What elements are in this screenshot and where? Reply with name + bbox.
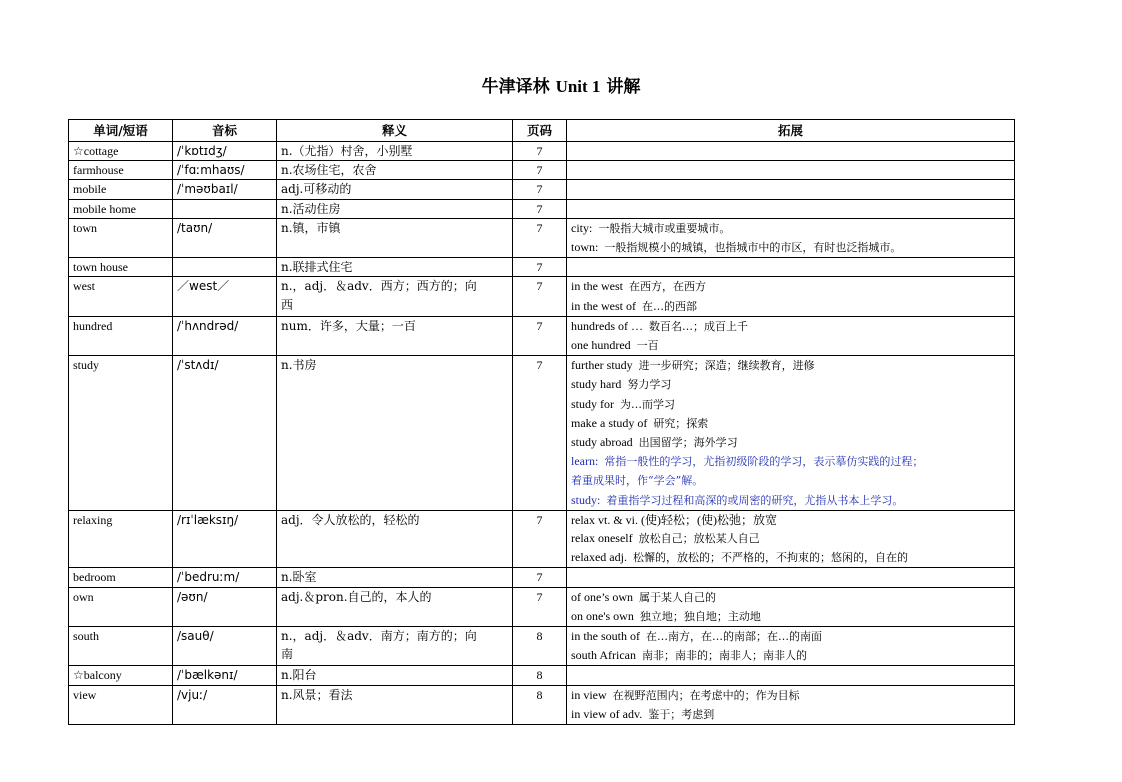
meaning-cell	[277, 587, 513, 626]
phrase-cn: 一般指规模小的城镇，也指城市中的市区，有时也泛指城市。	[604, 241, 902, 255]
meaning-cell	[277, 199, 513, 218]
page-title	[0, 72, 1122, 97]
meaning-line: n.，adj．＆adv．南方；南方的；向	[281, 629, 477, 644]
table-row	[69, 161, 1015, 180]
extension-cell	[567, 142, 1015, 161]
meaning-line: n.，adj．＆adv．西方；西方的；向	[281, 279, 477, 294]
meaning-cell	[277, 180, 513, 199]
page-cell: 7	[513, 277, 567, 316]
phrase-cn: 着重指学习过程和高深的或周密的研究，尤指从书本上学习。	[606, 493, 904, 507]
page-cell: 7	[513, 180, 567, 199]
meaning-line: n.联排式住宅	[281, 260, 353, 275]
phrase-cn: 在西方，在西方	[629, 280, 706, 294]
phonetic-cell: /ˈstʌdɪ/	[173, 356, 277, 511]
word-cell: west	[69, 277, 173, 316]
word-cell: south	[69, 627, 173, 666]
phonetic-cell: /sauθ/	[173, 627, 277, 666]
page-cell: 7	[513, 161, 567, 180]
phonetic-cell: /ˈməʊbaɪl/	[173, 180, 277, 199]
phrase-line	[571, 548, 1010, 567]
meaning-line: n.活动住房	[281, 201, 341, 216]
word-cell: town	[69, 218, 173, 257]
phonetic-cell: /ˈbedruːm/	[173, 568, 277, 587]
table-row	[69, 277, 1015, 316]
phrase-cn: 常指一般性的学习，尤指初级阶段的学习，表示摹仿实践的过程；	[604, 455, 924, 469]
meaning-line: n.风景；看法	[281, 687, 353, 702]
phrase-cn: 数百名…；成百上千	[649, 319, 748, 333]
word-cell: relaxing	[69, 510, 173, 568]
page-cell: 7	[513, 218, 567, 257]
phrase-cn: 研究；探索	[653, 416, 709, 430]
usage-note-line	[571, 491, 1010, 510]
word-cell: bedroom	[69, 568, 173, 587]
phonetic-cell: ／west／	[173, 277, 277, 316]
phonetic-cell: /əʊn/	[173, 587, 277, 626]
phrase-cn: 努力学习	[627, 378, 672, 392]
header-extension: 拓展	[567, 120, 1015, 142]
phrase-cn: 鉴于；考虑到	[648, 707, 715, 721]
phrase-cn: 一百	[636, 339, 659, 353]
title-cn: 牛津译林	[481, 77, 550, 97]
extension-cell	[567, 568, 1015, 587]
phrase-line	[571, 356, 1010, 375]
phrase-cn: 在视野范围内；在考虑中的；作为目标	[612, 688, 800, 702]
phrase-en: study abroad	[571, 435, 633, 450]
word-cell: hundred	[69, 316, 173, 355]
phrase-en: south African	[571, 648, 636, 663]
table-row	[69, 199, 1015, 218]
extension-cell	[567, 277, 1015, 316]
phrase-en: in the west of	[571, 298, 636, 313]
phrase-line	[571, 375, 1010, 394]
extension-cell	[567, 199, 1015, 218]
phrase-en: city:	[571, 220, 593, 235]
table-header-row	[69, 120, 1015, 142]
page-cell: 7	[513, 568, 567, 587]
header-meaning: 释义	[277, 120, 513, 142]
table-row	[69, 510, 1015, 568]
page-cell: 8	[513, 685, 567, 724]
phrase-line	[571, 317, 1010, 336]
table-row	[69, 627, 1015, 666]
page-cell: 8	[513, 666, 567, 685]
word-cell: mobile home	[69, 199, 173, 218]
table-row	[69, 685, 1015, 724]
phonetic-cell	[173, 199, 277, 218]
phrase-line	[571, 627, 1010, 646]
meaning-line: n.卧室	[281, 570, 317, 585]
phonetic-cell: /ˈbælkənɪ/	[173, 666, 277, 685]
extension-cell	[567, 161, 1015, 180]
meaning-cell	[277, 142, 513, 161]
meaning-line: adj.可移动的	[281, 182, 352, 197]
meaning-cell	[277, 685, 513, 724]
page-cell: 7	[513, 587, 567, 626]
phrase-line	[571, 277, 1010, 296]
meaning-line: n.镇，市镇	[281, 220, 341, 235]
extension-cell	[567, 356, 1015, 511]
phrase-line	[571, 705, 1010, 724]
meaning-line: n.（尤指）村舍，小别墅	[281, 144, 413, 158]
meaning-cell	[277, 161, 513, 180]
phrase-cn: 着重成果时，作“学会”解。	[571, 474, 704, 488]
vocabulary-table	[68, 119, 1015, 725]
phrase-en: further study	[571, 358, 633, 373]
phrase-en: study hard	[571, 377, 622, 392]
meaning-cell	[277, 218, 513, 257]
phrase-line	[571, 414, 1010, 433]
page-cell: 8	[513, 627, 567, 666]
header-page: 页码	[513, 120, 567, 142]
phonetic-cell: /rɪˈlæksɪŋ/	[173, 510, 277, 568]
phrase-line	[571, 238, 1010, 257]
meaning-line: adj．令人放松的，轻松的	[281, 512, 420, 527]
page-cell: 7	[513, 510, 567, 568]
phonetic-cell: /taʊn/	[173, 218, 277, 257]
meaning-cell	[277, 258, 513, 277]
page-cell: 7	[513, 199, 567, 218]
phrase-en: town:	[571, 240, 599, 255]
extension-cell	[567, 180, 1015, 199]
table-row	[69, 316, 1015, 355]
table-body	[69, 142, 1015, 725]
meaning-cell	[277, 510, 513, 568]
header-word: 单词/短语	[69, 120, 173, 142]
extension-cell	[567, 587, 1015, 626]
meaning-line: 南	[281, 647, 294, 662]
meaning-line: 西	[281, 297, 294, 312]
phrase-en: in view of adv.	[571, 706, 643, 721]
extension-cell	[567, 627, 1015, 666]
title-suffix: 讲解	[606, 77, 641, 97]
phrase-line	[571, 297, 1010, 316]
phrase-en: study:	[571, 492, 601, 507]
phrase-en: hundreds of …	[571, 318, 643, 333]
table-row	[69, 218, 1015, 257]
table-row	[69, 142, 1015, 161]
phrase-cn: 南非；南非的；南非人；南非人的	[642, 649, 807, 663]
word-cell: ☆cottage	[69, 142, 173, 161]
phrase-line	[571, 646, 1010, 665]
phrase-en: on one's own	[571, 608, 634, 623]
word-cell: mobile	[69, 180, 173, 199]
meaning-cell	[277, 666, 513, 685]
page-cell: 7	[513, 316, 567, 355]
meaning-line: num．许多，大量；一百	[281, 318, 416, 333]
phrase-line	[571, 433, 1010, 452]
phrase-cn: 属于某人自己的	[639, 590, 716, 604]
word-cell: view	[69, 685, 173, 724]
meaning-line: n.农场住宅，农舍	[281, 163, 377, 178]
usage-note-line	[571, 452, 1010, 471]
phonetic-cell: /ˈfɑːmhaʊs/	[173, 161, 277, 180]
phrase-cn: 出国留学；海外学习	[638, 436, 738, 450]
phrase-line	[571, 219, 1010, 238]
phrase-en: learn:	[571, 454, 599, 469]
title-unit: Unit 1	[555, 77, 601, 96]
phrase-line	[571, 336, 1010, 355]
meaning-cell	[277, 277, 513, 316]
extension-cell	[567, 218, 1015, 257]
extension-cell	[567, 258, 1015, 277]
phonetic-cell: /ˈkɒtɪdʒ/	[173, 142, 277, 161]
phrase-en: make a study of	[571, 415, 648, 430]
phrase-cn: 进一步研究；深造；继续教育，进修	[638, 359, 815, 373]
phrase-en: in the west	[571, 279, 623, 294]
phrase-cn: 松懈的，放松的；不严格的，不拘束的；悠闲的，自在的	[632, 551, 908, 565]
table-row	[69, 568, 1015, 587]
meaning-cell	[277, 627, 513, 666]
word-cell: town house	[69, 258, 173, 277]
phrase-en: relaxed adj.	[571, 550, 627, 565]
meaning-line: n.书房	[281, 358, 317, 373]
phrase-line	[571, 686, 1010, 705]
phrase-en: in view	[571, 687, 607, 702]
phrase-cn: 为…而学习	[620, 397, 675, 411]
meaning-line: adj.＆pron.自己的，本人的	[281, 589, 432, 604]
phrase-cn: 一般指大城市或重要城市。	[598, 221, 731, 235]
page-cell: 7	[513, 142, 567, 161]
meaning-line: n.阳台	[281, 668, 317, 683]
phrase-line	[571, 588, 1010, 607]
page-cell: 7	[513, 356, 567, 511]
word-cell: study	[69, 356, 173, 511]
table-row	[69, 258, 1015, 277]
word-cell: farmhouse	[69, 161, 173, 180]
table-row	[69, 666, 1015, 685]
extension-cell	[567, 316, 1015, 355]
header-phonetic: 音标	[173, 120, 277, 142]
page-cell: 7	[513, 258, 567, 277]
phrase-cn: 放松自己；放松某人自己	[638, 532, 760, 546]
phrase-en: study for	[571, 396, 614, 411]
phrase-cn: 在…南方，在…的南部；在…的南面	[646, 630, 822, 644]
phrase-cn: 在…的西部	[642, 299, 697, 313]
meaning-cell	[277, 356, 513, 511]
phrase-en: relax vt. & vi. (使)轻松；(使)松弛；放宽	[571, 512, 777, 527]
extension-cell	[567, 510, 1015, 568]
meaning-cell	[277, 568, 513, 587]
phrase-cn: 独立地；独自地；主动地	[639, 609, 761, 623]
word-cell: ☆balcony	[69, 666, 173, 685]
phrase-line	[571, 511, 1010, 529]
table-row	[69, 356, 1015, 511]
meaning-cell	[277, 316, 513, 355]
phrase-line	[571, 529, 1010, 548]
phrase-line	[571, 395, 1010, 414]
phonetic-cell: /ˈhʌndrəd/	[173, 316, 277, 355]
table-row	[69, 180, 1015, 199]
phrase-line	[571, 607, 1010, 626]
phrase-en: in the south of	[571, 629, 640, 644]
phonetic-cell	[173, 258, 277, 277]
usage-note-line	[571, 471, 1010, 490]
extension-cell	[567, 666, 1015, 685]
word-cell: own	[69, 587, 173, 626]
phonetic-cell: /vjuː/	[173, 685, 277, 724]
phrase-en: relax oneself	[571, 531, 633, 546]
phrase-en: one hundred	[571, 338, 631, 353]
phrase-en: of one’s own	[571, 589, 633, 604]
extension-cell	[567, 685, 1015, 724]
table-row	[69, 587, 1015, 626]
